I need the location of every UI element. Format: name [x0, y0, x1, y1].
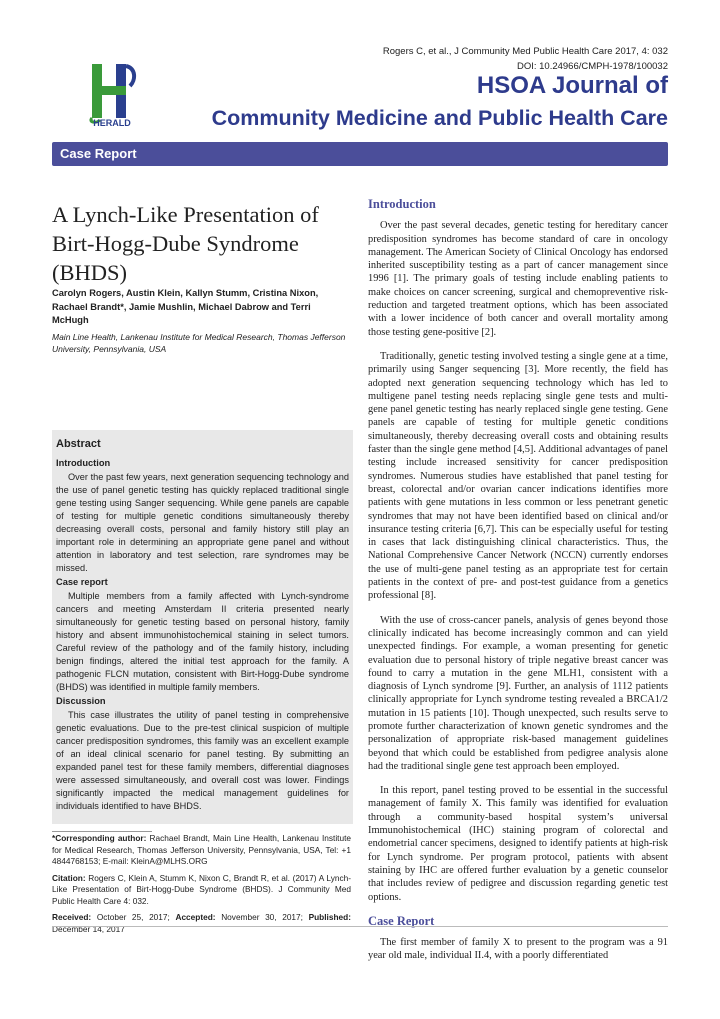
article-type-band — [52, 142, 668, 166]
citation-note — [52, 873, 351, 908]
journal-title-line1: HSOA Journal of — [476, 72, 668, 99]
abstract-intro-heading: Introduction — [56, 458, 111, 468]
body-paragraph-2: Traditionally, genetic testing involved testing a single gene at a time, primarily using Sanger sequencing [3]. More recently, the field has adopted next generation sequencing technology which has led to multigene panel testing needs replacing single gene tests and multi-gene panel genetic testing has nearly replaced single gene testing. Gene panels are capable of testing for multiple genetic conditions simultaneously, thereby decreasing overall costs and obtaining results faster than the single gene method [4,5]. Additional advantages of panel testing include increased sensitivity for cancer predisposition syndromes. Numerous studies have established that panel testing for breast, colorectal and/or ovarian cancer indications identifies more patients with gene mutations in less common or less penetrant genetic syndromes that may not have been identified based on clinical and/or insurance testing criteria [6,7]. This can be especially useful for testing in cases that lack distinguishing clinical characteristics. Thus, the National Comprehensive Cancer Network (NCCN) currently endorses the use of multi-gene panel testing as an appropriate test for certain patients in the context of pre- and post-test guidance from a genetics professional [8]. — [368, 350, 668, 602]
introduction-heading: Introduction — [368, 197, 436, 211]
citation-header — [383, 44, 668, 74]
citation-text: Rogers C, Klein A, Stumm K, Nixon C, Brandt R, et al. (2017) A Lynch-Like Presentation of Birt-Hogg-Dube Syndrome (BHDS). J Community Med Public Health Care 4: 032. — [52, 872, 352, 906]
citation-line: Rogers C, et al., J Community Med Public Health Care 2017, 4: 032 — [382, 46, 668, 57]
abstract-discussion-heading: Discussion — [56, 696, 106, 706]
abstract-heading: Abstract — [56, 438, 101, 450]
abstract-case-text: Multiple members from a family affected with Lynch-syndrome cancers and meeting Amsterdam II criteria presented nearly simultaneously for genetic testing based on personal history, family history and absent immunohistochemical staining in select tumors. Careful review of the pathology and of the family history, including benign findings, altered the initial test approach for the family. A pathogenic FLCN mutation, consistent with Birt-Hogg-Dube syndrome (BHDS) was identified in multiple family members. — [56, 591, 349, 692]
article-type-label: Case Report — [60, 146, 137, 161]
dates-note — [52, 912, 351, 935]
accepted-label: Accepted: — [175, 912, 216, 922]
body-paragraph-1: Over the past several decades, genetic testing for hereditary cancer predisposition syndromes has become standard of care in oncology management. The American Society of Clinical Oncology has endorsed inherited susceptibility testing as a part of cancer management since 1996 [1]. The primary goals of testing include enabling patients to make choices on cancer screening, surgical and chemopreventive risk-reduction and targeted treatment options, which has been associated with a lower incidence of both cancer and overall mortality among those testing gene-positive [2]. — [368, 220, 668, 338]
abstract-case-heading: Case report — [56, 577, 108, 587]
corresponding-author — [52, 833, 351, 868]
abstract-intro-text: Over the past few years, next generation sequencing technology and the use of panel genetic testing has quickly replaced traditional single gene testing using Sanger sequencing. While gene panels are capable of testing for multiple genetic conditions simultaneously thereby decreasing overall costs, personal and family history still play an important role in determining an appropriate gene panel and without attention in laboratory and test selection, rare syndromes may be missed. — [56, 472, 349, 573]
abstract-box — [52, 430, 353, 824]
published-text: December 14, 2017 — [52, 923, 125, 934]
corresponding-label: *Corresponding author: — [52, 833, 147, 843]
abstract-body — [56, 456, 349, 814]
body-paragraph-3: With the use of cross-cancer panels, analysis of genes beyond those clinically indicated has become increasingly common and can yield unexpected findings. For example, a woman presenting for genetic evaluation due to personal history of triple negative breast cancer was found to carry a mutation in the gene MLH1, consistent with a diagnosis of Lynch syndrome [9]. Further, an analysis of 1112 patients clinically appropriate for Lynch syndrome testing revealed a BRCA1/2 mutation in 15 patients [10]. Though unexpected, such results serve to promote further characterization of known genetic syndromes and the personalization of appropriate risk-based management guidelines beyond that which could be established from pedigree analysis alone had the traditional single gene test approach been employed. — [368, 614, 668, 772]
affiliation: Main Line Health, Lankenau Institute for Medical Research, Thomas Jefferson University, Pennsylvania, USA — [52, 332, 346, 354]
author-list: Carolyn Rogers, Austin Klein, Kallyn Stumm, Cristina Nixon, Rachael Brandt*, Jamie Mushlin, Michael Dabrow and Terri McHugh — [52, 288, 319, 325]
accepted-text: November 30, 2017; — [221, 912, 303, 922]
article-title: A Lynch-Like Presentation of Birt-Hogg-Dube Syndrome (BHDS) — [52, 202, 319, 285]
published-label: Published: — [308, 912, 351, 922]
case-report-heading: Case Report — [368, 913, 435, 928]
footnotes — [52, 833, 351, 940]
main-text-column — [368, 198, 668, 974]
page-bottom-rule — [52, 926, 668, 927]
journal-title-line2: Community Medicine and Public Health Care — [211, 106, 668, 130]
body-paragraph-4: In this report, panel testing proved to be essential in the successful management of family X. This family was identified for evaluation through a community-based hospital system’s universal Immunohistochemical (IHC) staining program of colorectal and endometrial cancer specimens, designed to identify patients at high-risk for Lynch syndrome. Per program protocol, patients with absent staining by IHC are offered further evaluation by a genetic counselor that includes review of pedigree and discussion regarding genetic test options. — [368, 785, 668, 903]
corresponding-text: Rachael Brandt, Main Line Health, Lankenau Institute for Medical Research, Thomas Jefferson University, Pennsylvania, USA, Tel: +1 4844768153; E-mail: KleinA@MLHS.ORG — [52, 833, 351, 866]
citation-label: Citation: — [52, 872, 86, 883]
abstract-discussion-text: This case illustrates the utility of panel testing in comprehensive genetic evaluations. Due to the pre-test clinical suspicion of multiple cancer predisposition syndromes, this family was an excellent example of an ideal clinical scenario for panel testing. By submitting an expanded panel test for these family members, differential diagnoses were assessed simultaneously, and overall cost was lower. Findings significantly impacted the medical management guidelines for individuals identified to have BHDS. — [56, 710, 349, 811]
logo-word: HERALD — [93, 118, 131, 128]
received-label: Received: — [52, 912, 92, 922]
body-paragraph-5: The first member of family X to present to the program was a 91 year old male, individual II.4, with a poorly differentiated — [368, 937, 668, 962]
received-text: October 25, 2017; — [96, 912, 170, 922]
doi-line: DOI: 10.24966/CMPH-1978/100032 — [516, 61, 668, 72]
footnote-divider — [52, 831, 152, 832]
